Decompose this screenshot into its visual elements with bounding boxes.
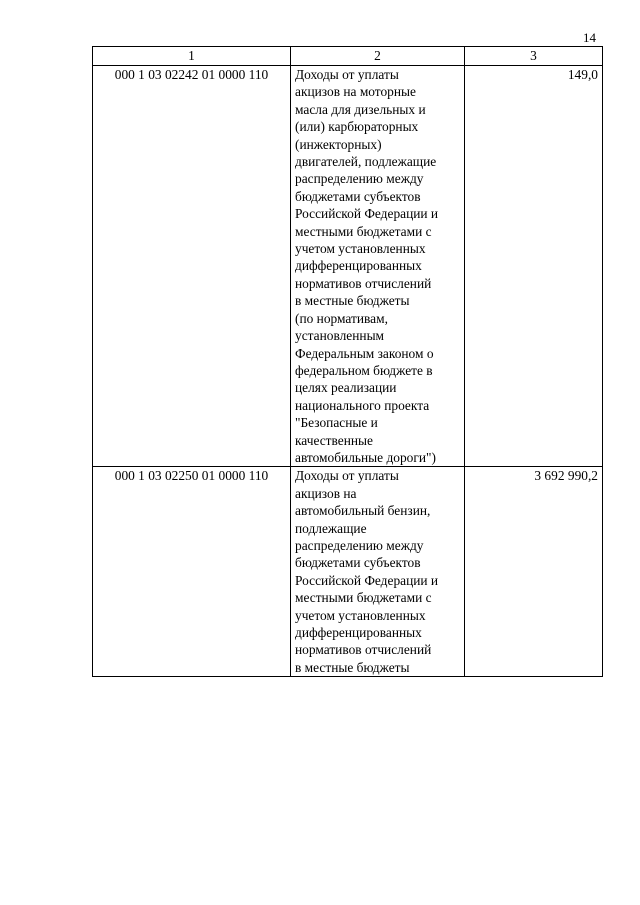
revenue-table xyxy=(92,46,603,677)
description-line: автомобильные дороги") xyxy=(295,449,436,465)
description-line: национального проекта xyxy=(295,397,430,413)
description-line: масла для дизельных и xyxy=(295,101,426,117)
description-line: дифференцированных xyxy=(295,625,422,640)
description-line: автомобильный бензин, xyxy=(295,503,431,519)
description-line: "Безопасные и xyxy=(295,415,378,431)
description-line: федеральном бюджете в xyxy=(295,362,433,378)
description-line: местными бюджетами с xyxy=(295,223,432,239)
description-line: Федеральным законом о xyxy=(295,345,434,361)
description-line: бюджетами субъектов xyxy=(295,188,421,204)
table-row xyxy=(93,467,603,677)
description-line: распределению между xyxy=(295,171,424,187)
column-header-3: 3 xyxy=(465,47,603,66)
description-line: местными бюджетами с xyxy=(295,590,432,606)
description-line: учетом установленных xyxy=(295,241,426,257)
description-line: в местные бюджеты xyxy=(295,659,410,675)
description-line: качественные xyxy=(295,432,373,448)
amount-cell: 3 692 990,2 xyxy=(465,467,603,677)
description-line: Доходы от уплаты xyxy=(295,468,399,484)
table-header-row xyxy=(93,47,603,66)
column-header-2: 2 xyxy=(291,47,465,66)
description-line: в местные бюджеты xyxy=(295,293,410,309)
description-cell xyxy=(291,66,465,467)
description-line: акцизов на xyxy=(295,485,357,501)
budget-code-cell: 000 1 03 02250 01 0000 110 xyxy=(93,467,291,677)
page-number: 14 xyxy=(583,30,596,45)
description-line: двигателей, подлежащие xyxy=(295,154,437,170)
description-line: (инжекторных) xyxy=(295,136,382,152)
column-header-1: 1 xyxy=(93,47,291,66)
description-line: подлежащие xyxy=(295,520,367,536)
description-line: бюджетами субъектов xyxy=(295,555,421,571)
description-cell xyxy=(291,467,465,677)
description-line: дифференцированных xyxy=(295,258,422,274)
description-line: установленным xyxy=(295,328,385,344)
budget-code-cell: 000 1 03 02242 01 0000 110 xyxy=(93,66,291,467)
description-line: Российской Федерации и xyxy=(295,572,439,588)
table-body xyxy=(93,66,603,677)
description-line: (по нормативам, xyxy=(295,310,388,326)
table-row xyxy=(93,66,603,467)
description-line: Доходы от уплаты xyxy=(295,67,399,82)
amount-cell: 149,0 xyxy=(465,66,603,467)
description-line: целях реализации xyxy=(295,380,397,396)
description-line: нормативов отчислений xyxy=(295,275,432,291)
description-line: нормативов отчислений xyxy=(295,642,432,658)
description-line: распределению между xyxy=(295,537,424,553)
description-line: (или) карбюраторных xyxy=(295,119,419,135)
description-line: Российской Федерации и xyxy=(295,206,439,222)
description-line: учетом установленных xyxy=(295,607,426,623)
description-line: акцизов на моторные xyxy=(295,84,416,100)
